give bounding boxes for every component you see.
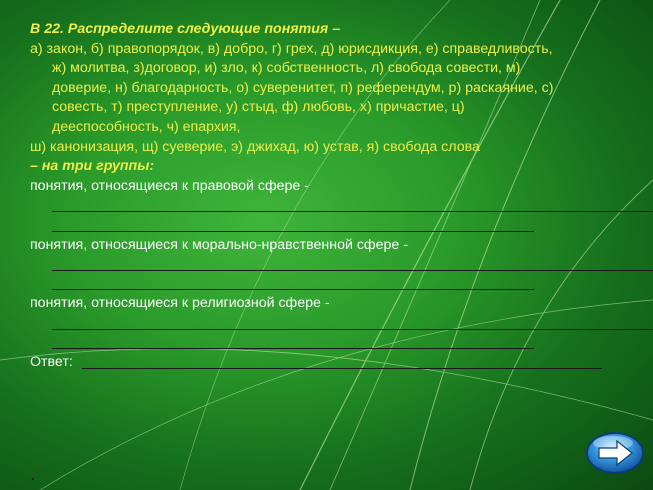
groups-intro: – на три группы: (30, 158, 155, 175)
answer-row (30, 353, 642, 373)
group-legal-label: понятия, относящиеся к правовой сфере - (30, 177, 309, 194)
answer-line (30, 216, 642, 236)
answer-line (82, 368, 602, 369)
concepts-line-6: ш) канонизация, щ) суеверие, э) джихад, ю) устав, я) свобода слова (30, 138, 480, 155)
answer-line (30, 275, 642, 295)
task-content (30, 20, 642, 373)
next-slide-button[interactable] (585, 431, 645, 475)
concepts-line-5: дееспособность, ч) епархия, (52, 118, 241, 135)
concepts-line-4: совесть, т) преступление, у) стыд, ф) любовь, х) причастие, ц) (52, 99, 465, 116)
group-moral-label: понятия, относящиеся к морально-нравственной сфере - (30, 236, 408, 253)
answer-line (30, 255, 642, 275)
concepts-line-3: доверие, н) благодарность, о) суверенитет, п) референдум, р) раскаяние, с) (52, 79, 554, 96)
group-religious-label: понятия, относящиеся к религиозной сфере - (30, 295, 330, 312)
concepts-line-2: ж) молитва, з)договор, и) зло, к) собственность, л) свобода совести, м) (52, 60, 521, 77)
concepts-line-1: а) закон, б) правопорядок, в) добро, г) грех, д) юрисдикция, е) справедливость, (30, 40, 553, 57)
stray-dot (32, 478, 34, 480)
answer-line (30, 196, 642, 216)
answer-label: Ответ: (30, 354, 73, 371)
answer-line (30, 334, 642, 354)
answer-line (30, 314, 642, 334)
task-title: В 22. Распределите следующие понятия – (30, 21, 341, 37)
arrow-right-icon (585, 431, 645, 475)
